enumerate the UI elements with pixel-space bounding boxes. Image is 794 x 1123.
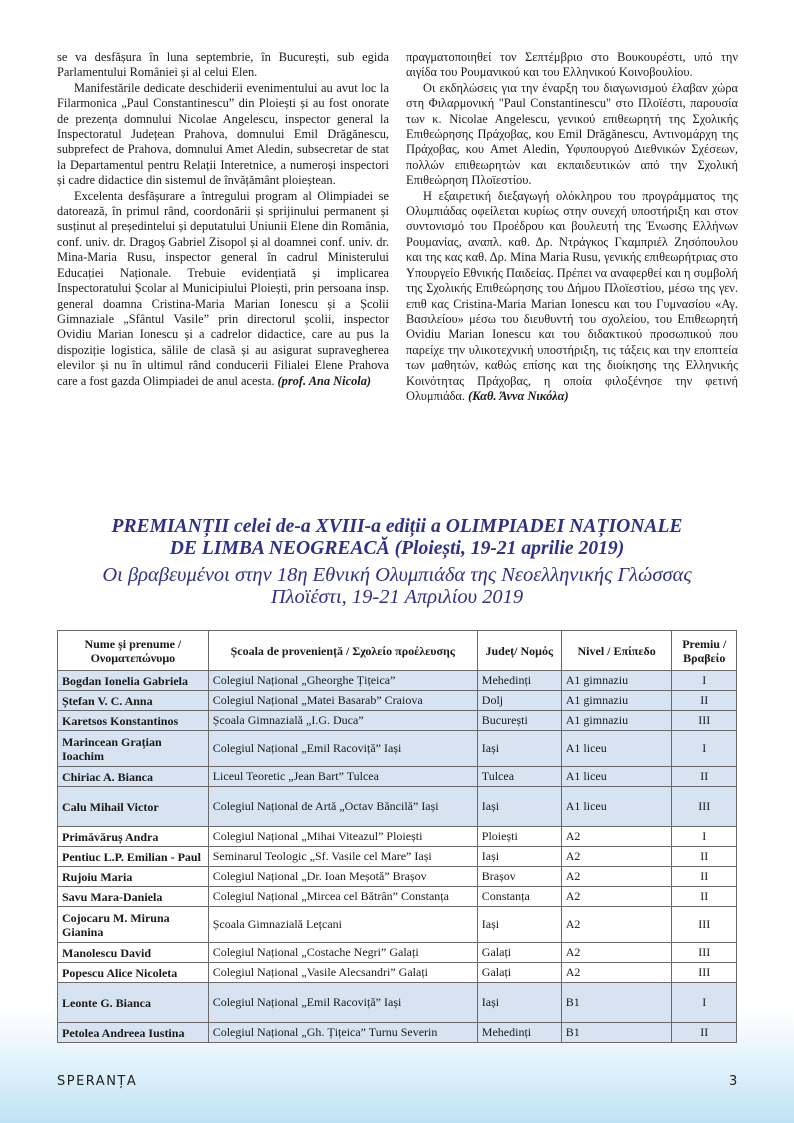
cell-prize: III (672, 711, 737, 731)
cell-county: Ploiești (477, 827, 561, 847)
article-paragraph-text: Excelenta desfășurare a întregului program al Olimpiadei se datorează, în primul rând, coordonării și sprijinului permanent și susținut al președintelui și deputatului Uniunii Elene din România, conf. univ. dr. Dragoș Gabriel Zisopol și al doamnei conf. univ. dr. Mina-Maria Rusu, inspector general în cadrul Ministerului Educației Naționale. Trebuie evidențiată și implicarea Inspectoratului Școlar al Municipiului Ploiești, prin persoana insp. general doamna Cristina-Maria Marian Ionescu și a Școlii Gimnaziale „Sfântul Vasile” prin directorul școlii, inspector Ovidiu Marian Ionescu și a cadrelor didactice, care au pus la dispoziție logistica, sălile de clasă și au asigurat supravegherea elevilor și nu în ultimul rând conducerii Filialei Elene Prahova care a fost gazda Olimpiadei de anul acesta. (57, 188, 389, 388)
cell-name: Calu Mihail Victor (58, 787, 209, 827)
cell-name: Cojocaru M. Miruna Gianina (58, 907, 209, 943)
cell-prize: I (672, 827, 737, 847)
heading-greek-line: Πλοϊέστι, 19-21 Απριλίου 2019 (270, 586, 524, 608)
table-row (58, 731, 737, 767)
column-header-prize: Premiu / Βραβείο (672, 631, 737, 671)
cell-name: Bogdan Ionelia Gabriela (58, 671, 209, 691)
prize-winners-heading (50, 516, 744, 608)
cell-school: Colegiul Național „Costache Negri” Galați (208, 943, 477, 963)
cell-name: Karetsos Konstantinos (58, 711, 209, 731)
cell-school: Școala Gimnazială „I.G. Duca” (208, 711, 477, 731)
cell-name: Marincean Grațian Ioachim (58, 731, 209, 767)
cell-level: A2 (561, 963, 672, 983)
cell-school: Colegiul Național „Matei Basarab” Craiova (208, 691, 477, 711)
cell-school: Seminarul Teologic „Sf. Vasile cel Mare” Iași (208, 847, 477, 867)
table-row (58, 1023, 737, 1043)
cell-name: Savu Mara-Daniela (58, 887, 209, 907)
prize-winners-table (57, 630, 737, 1043)
cell-name: Pentiuc L.P. Emilian - Paul (58, 847, 209, 867)
magazine-name: SPERANȚA (57, 1074, 138, 1089)
cell-prize: III (672, 943, 737, 963)
cell-prize: I (672, 731, 737, 767)
cell-school: Colegiul Național „Gheorghe Țițeica” (208, 671, 477, 691)
author-signature: (prof. Ana Nicola) (277, 373, 372, 388)
cell-level: A2 (561, 827, 672, 847)
cell-name: Popescu Alice Nicoleta (58, 963, 209, 983)
cell-prize: I (672, 983, 737, 1023)
author-signature: (Καθ. Άννα Νικόλα) (468, 388, 569, 403)
heading-romanian-line: DE LIMBA NEOGREACĂ (Ploiești, 19-21 aprilie 2019) (169, 538, 625, 559)
cell-county: Mehedinți (477, 1023, 561, 1043)
cell-county: Constanța (477, 887, 561, 907)
cell-county: Iași (477, 787, 561, 827)
article-paragraph (57, 189, 389, 389)
table-row (58, 887, 737, 907)
cell-school: Colegiul Național „Vasile Alecsandri” Galați (208, 963, 477, 983)
table-row (58, 867, 737, 887)
cell-level: A1 gimnaziu (561, 711, 672, 731)
table-row (58, 767, 737, 787)
cell-level: A1 liceu (561, 731, 672, 767)
article-paragraph-text: Η εξαιρετική διεξαγωγή ολόκληρου του προγράμματος της Ολυμπιάδας οφείλεται κυρίως στην συνεχή υποστήριξη και στον συντονισμό του Προέδρου και βουλευτή της Ένωσης Ελλήνων Ρουμανίας, αναπλ. καθ. Δρ. Ντράγκος Γκαμπριέλ Ζησόπουλου και της κας καθ. Δρ. Mina Maria Rusu, γενικής επιθεωρήτριας στο Υπουργείο Εθνικής Παιδείας. Πρέπει να αναφερθεί και η συμβολή της Σχολικής Επιθεώρησης του Δήμου Πλοϊεστίου, μέσω της γεν. επιθ κας Cristina-Maria Marian Ionescu και του Γυμνασίου «Αγ. Βασιλείου» μέσω του διευθυντή του σχολείου, του Επιθεωρητή Ovidiu Marian Ionescu και του διδακτικού προσωπικού που παρείχε την υλικοτεχνική υποστήριξη, τις τάξεις και την εποπτεία των μαθητών, καθώς επίσης και της διοίκησης της Ελληνικής Κοινότητας Πράχοβας, η οποία φιλοξένησε την φετινή Ολυμπιάδα. (406, 188, 738, 403)
cell-county: Iași (477, 731, 561, 767)
cell-school: Colegiul Național „Mihai Viteazul” Ploiești (208, 827, 477, 847)
cell-school: Colegiul Național de Artă „Octav Băncilă” Iași (208, 787, 477, 827)
cell-level: A1 gimnaziu (561, 691, 672, 711)
article-paragraph: Οι εκδηλώσεις για την έναρξη του διαγωνισμού έλαβαν χώρα στη Φιλαρμονική "Paul Constantinescu" στο Πλοϊέστι, παρουσία των κ. Nicolae Angelescu, γενικού επιθεωρητή της Σχολικής Επιθεώρησης Πράχοβας, κου Emil Drăgănescu, Αντινομάρχη της Πράχοβας, κου Amet Aledin, Υφυπουργού Διεθνικών Σχέσεων, πολλών επιθεωρητών και εκπαιδευτικών από την Σχολική Επιθεώρηση Πλοϊεστίου. (406, 80, 738, 188)
cell-county: Galați (477, 963, 561, 983)
cell-prize: II (672, 867, 737, 887)
cell-prize: II (672, 691, 737, 711)
article-paragraph: πραγματοποιηθεί τον Σεπτέμβριο στο Βουκουρέστι, υπό την αιγίδα του Ρουμανικού και του Ελληνικού Κοινοβουλίου. (406, 50, 738, 80)
cell-level: B1 (561, 983, 672, 1023)
cell-prize: III (672, 963, 737, 983)
article-column-romanian (57, 50, 389, 389)
cell-county: Iași (477, 983, 561, 1023)
cell-name: Ștefan V. C. Anna (58, 691, 209, 711)
cell-name: Rujoiu Maria (58, 867, 209, 887)
table-row (58, 847, 737, 867)
cell-prize: II (672, 887, 737, 907)
heading-greek (50, 564, 744, 608)
table-row (58, 943, 737, 963)
cell-school: Colegiul Național „Dr. Ioan Meșotă” Brașov (208, 867, 477, 887)
cell-name: Manolescu David (58, 943, 209, 963)
table-row (58, 983, 737, 1023)
cell-level: A1 gimnaziu (561, 671, 672, 691)
cell-name: Leonte G. Bianca (58, 983, 209, 1023)
cell-level: A2 (561, 867, 672, 887)
article-column-greek (406, 50, 738, 404)
column-header-level: Nivel / Επίπεδο (561, 631, 672, 671)
cell-school: Colegiul Național „Emil Racoviță” Iași (208, 983, 477, 1023)
cell-county: Dolj (477, 691, 561, 711)
cell-name: Chiriac A. Bianca (58, 767, 209, 787)
cell-level: A1 liceu (561, 767, 672, 787)
column-header-name: Nume și prenume / Ονοματεπώνυμο (58, 631, 209, 671)
table-header-row (58, 631, 737, 671)
cell-school: Colegiul Național „Mircea cel Bătrân” Constanța (208, 887, 477, 907)
cell-county: Iași (477, 907, 561, 943)
cell-name: Primăvăruș Andra (58, 827, 209, 847)
cell-level: A2 (561, 847, 672, 867)
cell-prize: II (672, 767, 737, 787)
article-paragraph (406, 189, 738, 405)
cell-county: Brașov (477, 867, 561, 887)
table-row (58, 963, 737, 983)
cell-prize: III (672, 907, 737, 943)
cell-level: A1 liceu (561, 787, 672, 827)
table-row (58, 711, 737, 731)
article-paragraph: se va desfășura în luna septembrie, în București, sub egida Parlamentului României și al celui Elen. (57, 50, 389, 80)
cell-county: Iași (477, 847, 561, 867)
cell-prize: II (672, 1023, 737, 1043)
cell-county: Mehedinți (477, 671, 561, 691)
cell-level: B1 (561, 1023, 672, 1043)
table-row (58, 827, 737, 847)
cell-school: Colegiul Național „Emil Racoviță” Iași (208, 731, 477, 767)
cell-name: Petolea Andreea Iustina (58, 1023, 209, 1043)
table-row (58, 787, 737, 827)
heading-greek-line: Οι βραβευμένοι στην 18η Εθνική Ολυμπιάδα της Νεοελληνικής Γλώσσας (102, 564, 692, 586)
heading-romanian (50, 516, 744, 560)
page-number: 3 (729, 1074, 738, 1089)
cell-county: București (477, 711, 561, 731)
cell-prize: II (672, 847, 737, 867)
column-header-county: Județ/ Νομός (477, 631, 561, 671)
cell-level: A2 (561, 887, 672, 907)
cell-level: A2 (561, 907, 672, 943)
cell-prize: III (672, 787, 737, 827)
table-row (58, 907, 737, 943)
cell-school: Colegiul Național „Gh. Țițeica” Turnu Severin (208, 1023, 477, 1043)
cell-prize: I (672, 671, 737, 691)
article-paragraph: Manifestările dedicate deschiderii evenimentului au avut loc la Filarmonica „Paul Constantinescu” din Ploiești și au fost onorate de prezența domnului Nicolae Angelescu, inspector general la Inspectoratul Județean Prahova, domnului Emil Drăgănescu, subprefect de Prahova, domnului Amet Aledin, subsecretar de stat la Departamentul pentru Relații Interetnice, a numeroși inspectori și cadre didactice din sistemul de învățământ ploieștean. (57, 80, 389, 188)
cell-school: Școala Gimnazială Lețcani (208, 907, 477, 943)
heading-romanian-line: PREMIANȚII celei de-a XVIII-a ediții a OLIMPIADEI NAȚIONALE (111, 516, 683, 537)
cell-level: A2 (561, 943, 672, 963)
table-row (58, 691, 737, 711)
column-header-school: Școala de proveniență / Σχολείο προέλευσης (208, 631, 477, 671)
cell-county: Galați (477, 943, 561, 963)
cell-county: Tulcea (477, 767, 561, 787)
cell-school: Liceul Teoretic „Jean Bart” Tulcea (208, 767, 477, 787)
table-row (58, 671, 737, 691)
